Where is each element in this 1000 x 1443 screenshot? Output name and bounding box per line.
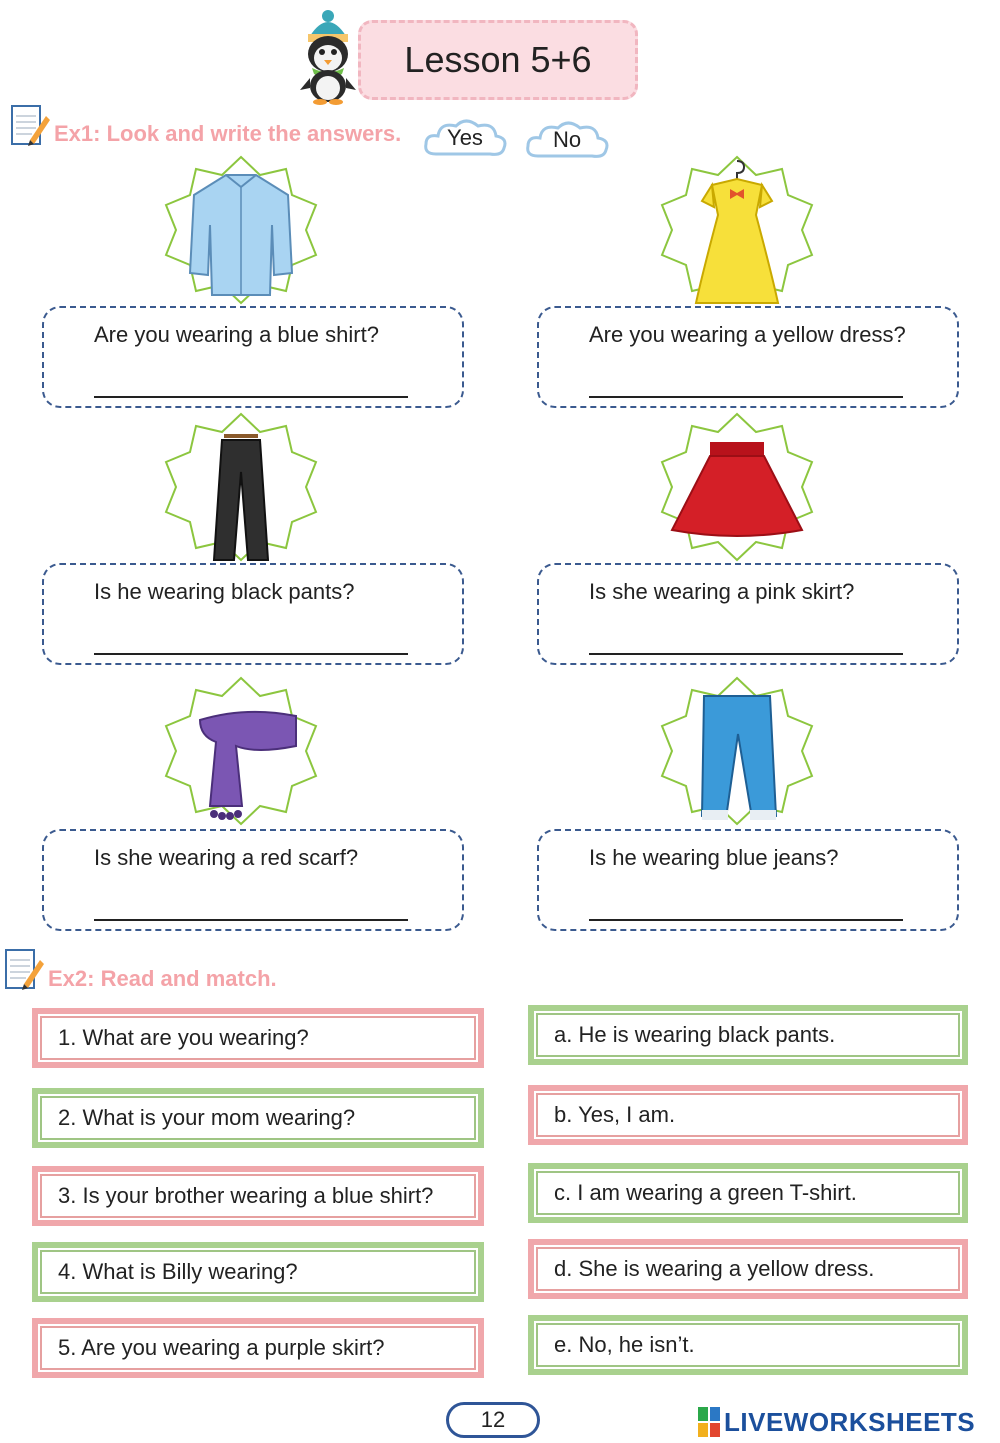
question-card-6 — [537, 829, 959, 931]
black-pants-icon — [156, 412, 326, 562]
answer-input-1[interactable] — [94, 366, 408, 398]
match-question-2[interactable]: 2. What is your mom wearing? — [32, 1088, 484, 1148]
match-question-5[interactable]: 5. Are you wearing a purple skirt? — [32, 1318, 484, 1378]
match-answer-d[interactable]: d. She is wearing a yellow dress. — [528, 1239, 968, 1299]
answer-input-5[interactable] — [94, 889, 408, 921]
answer-input-3[interactable] — [94, 623, 408, 655]
ex1-heading: Ex1: Look and write the answers. — [54, 121, 402, 146]
answer-input-4[interactable] — [589, 623, 903, 655]
question-card-4 — [537, 563, 959, 665]
question-card-2 — [537, 306, 959, 408]
no-option-button[interactable] — [524, 118, 610, 162]
match-answer-e[interactable]: e. No, he isn’t. — [528, 1315, 968, 1375]
question-card-3 — [42, 563, 464, 665]
liveworksheets-logo[interactable] — [698, 1404, 975, 1440]
question-card-1 — [42, 306, 464, 408]
question-card-5 — [42, 829, 464, 931]
answer-input-2[interactable] — [589, 366, 903, 398]
yellow-dress-icon — [652, 155, 822, 305]
match-answer-a[interactable]: a. He is wearing black pants. — [528, 1005, 968, 1065]
purple-scarf-icon — [156, 676, 326, 826]
liveworksheets-mark-icon — [698, 1407, 720, 1437]
lesson-title: Lesson 5+6 — [358, 20, 638, 100]
brand-name: LIVEWORKSHEETS — [724, 1406, 976, 1437]
question-text: Are you wearing a blue shirt? — [94, 322, 379, 347]
yes-option-label: Yes — [447, 125, 483, 150]
notebook-pencil-icon — [10, 102, 46, 144]
no-option-label: No — [552, 127, 582, 152]
match-question-4[interactable]: 4. What is Billy wearing? — [32, 1242, 484, 1302]
ex2-heading: Ex2: Read and match. — [48, 966, 277, 991]
answer-input-6[interactable] — [589, 889, 903, 921]
notebook-pencil-icon — [4, 946, 40, 988]
match-question-1[interactable]: 1. What are you wearing? — [32, 1008, 484, 1068]
page-number: 12 — [446, 1402, 540, 1438]
question-text: Is she wearing a red scarf? — [94, 845, 359, 870]
question-text: Is he wearing blue jeans? — [589, 845, 839, 870]
question-text: Are you wearing a yellow dress? — [589, 322, 906, 347]
blue-jeans-icon — [652, 676, 822, 826]
penguin-mascot-icon — [296, 10, 360, 106]
question-text: Is she wearing a pink skirt? — [589, 579, 855, 604]
red-skirt-icon — [652, 412, 822, 562]
blue-shirt-icon — [156, 155, 326, 305]
question-text: Is he wearing black pants? — [94, 579, 355, 604]
match-question-3[interactable]: 3. Is your brother wearing a blue shirt? — [32, 1166, 484, 1226]
match-answer-c[interactable]: c. I am wearing a green T-shirt. — [528, 1163, 968, 1223]
match-answer-b[interactable]: b. Yes, I am. — [528, 1085, 968, 1145]
yes-option-button[interactable] — [422, 116, 508, 160]
